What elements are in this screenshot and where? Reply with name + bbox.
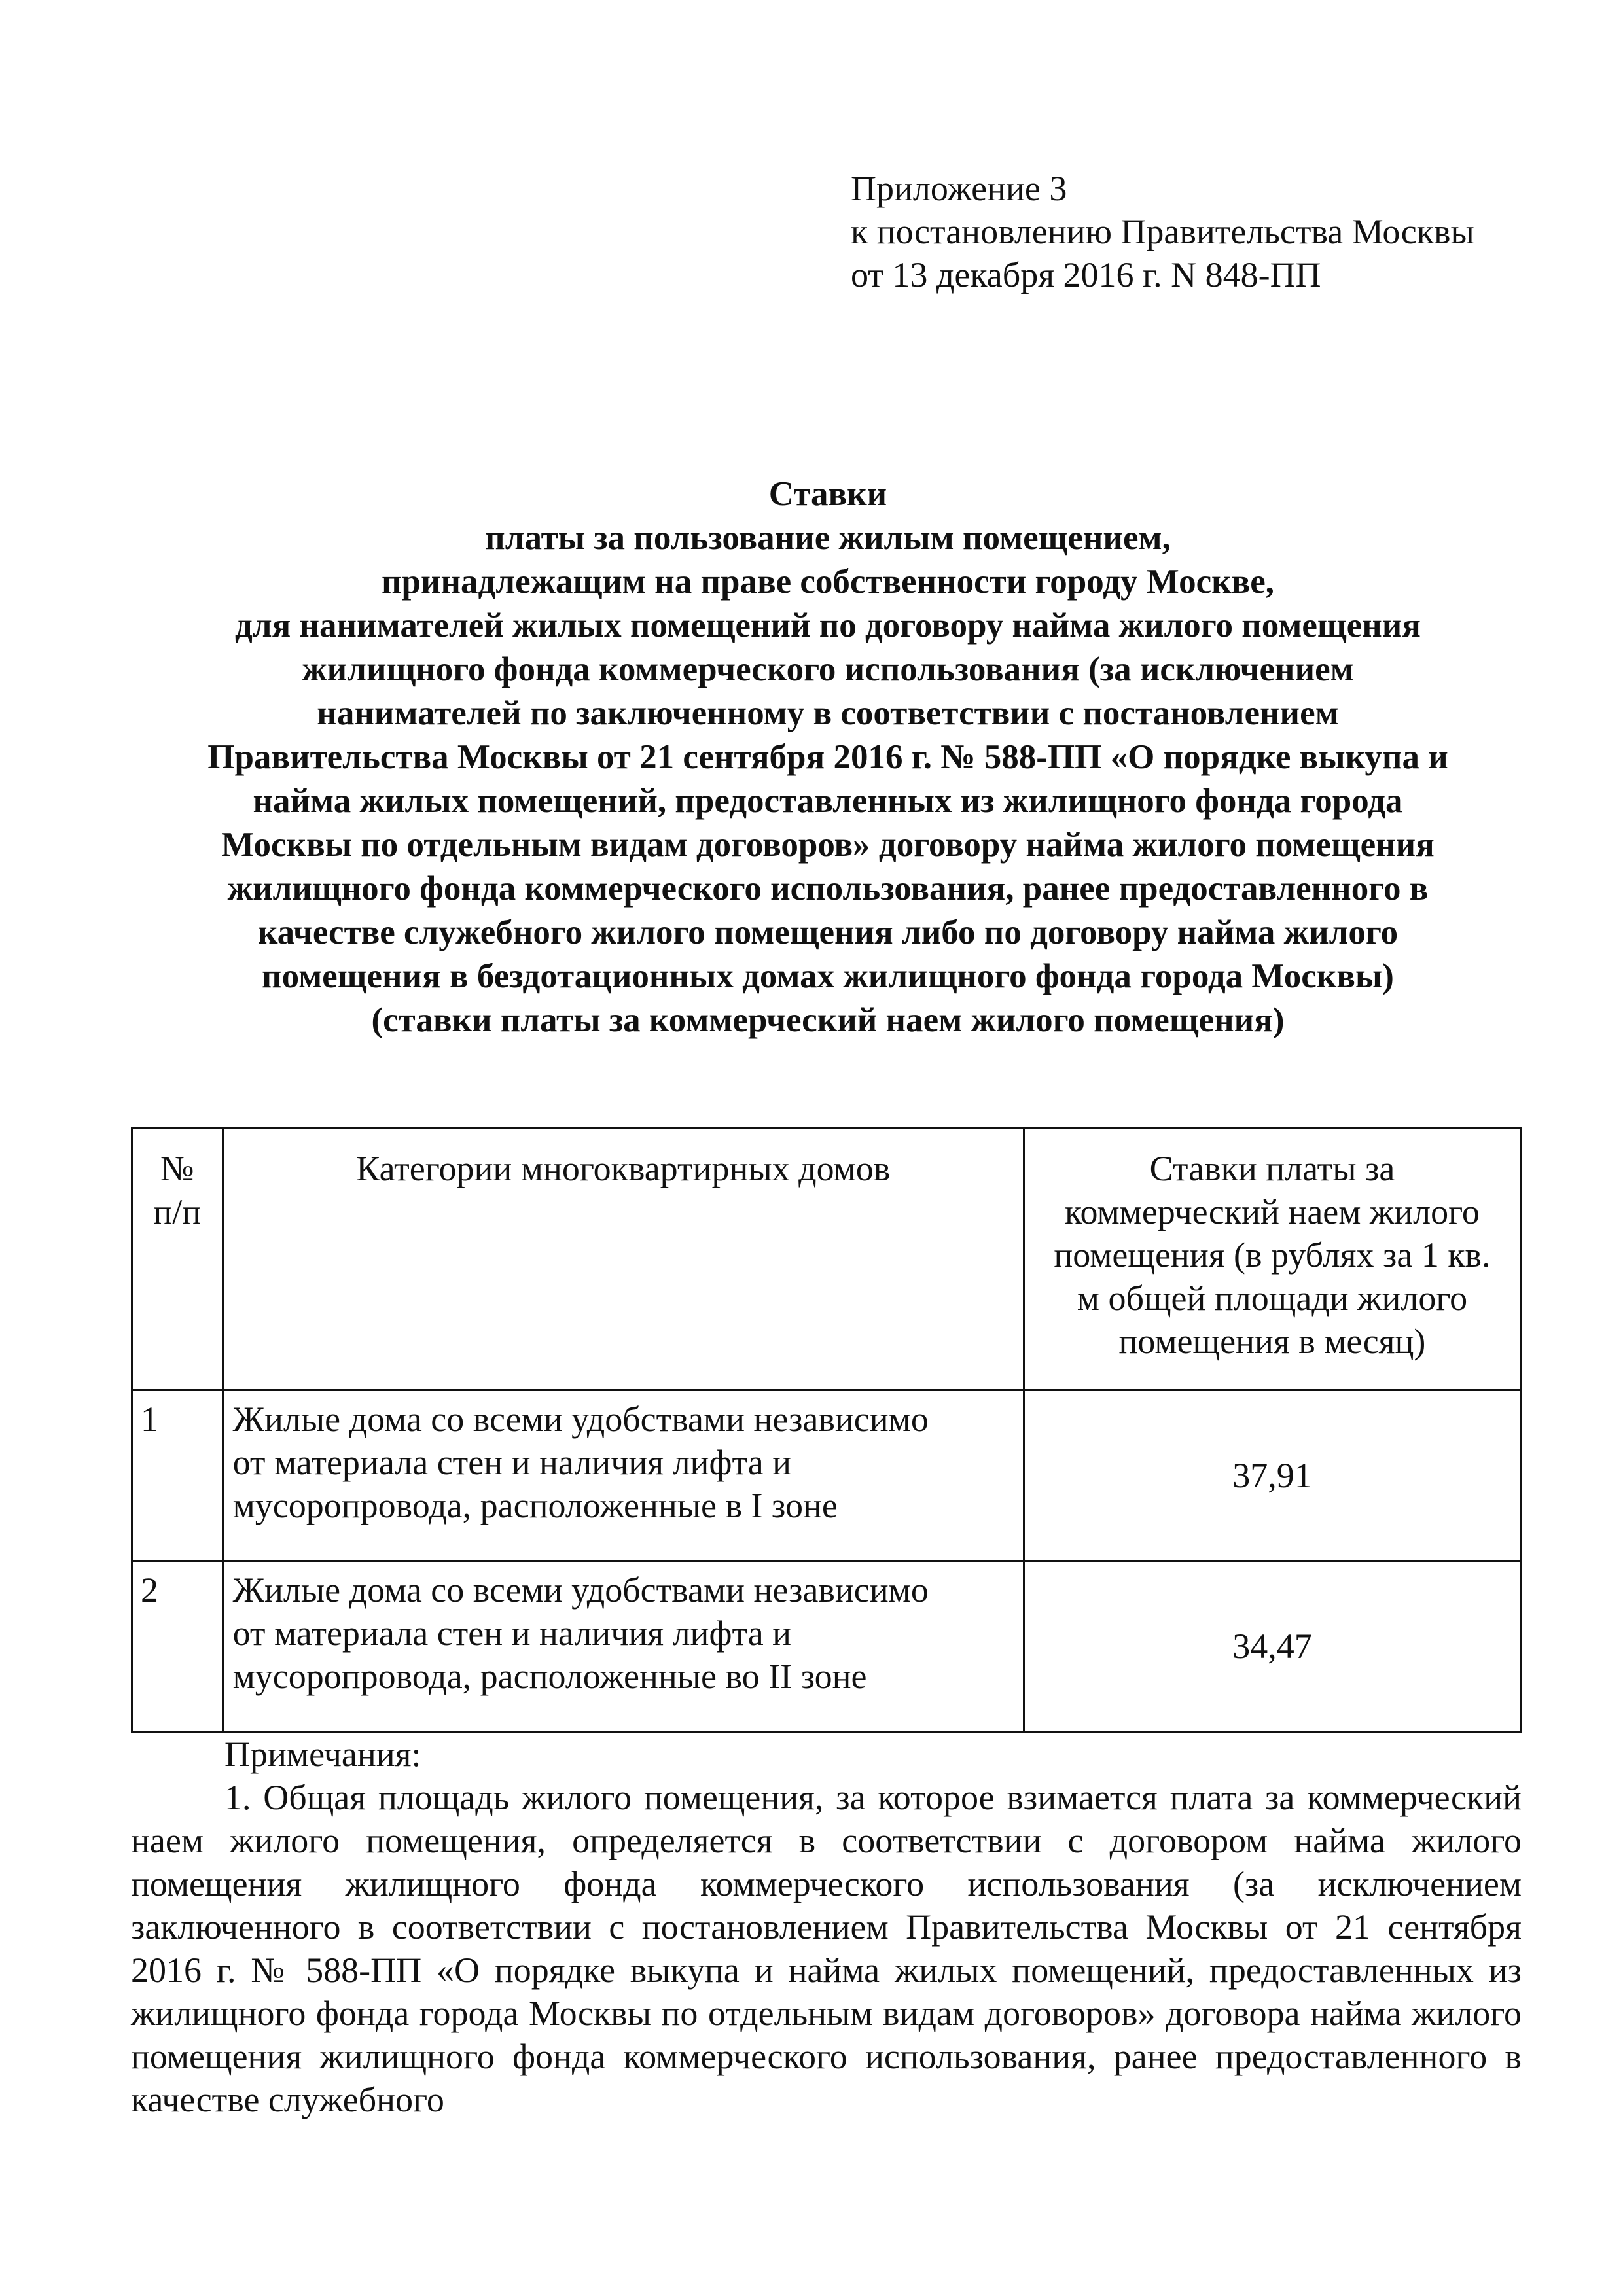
notes-section: [131, 1733, 1522, 2121]
title-line: помещения в бездотационных домах жилищного фонда города Москвы): [262, 957, 1394, 995]
row-rate: 34,47: [1024, 1561, 1520, 1732]
table-row: [132, 1561, 1521, 1732]
table-header-row: [132, 1128, 1521, 1390]
title-line: платы за пользование жилым помещением,: [485, 519, 1171, 557]
rates-table: [131, 1127, 1522, 1733]
title-line: найма жилых помещений, предоставленных из жилищного фонда города: [253, 782, 1403, 820]
appendix-decree-date: от 13 декабря 2016 г. N 848-ПП: [851, 255, 1321, 294]
title-line: нанимателей по заключенному в соответствии с постановлением: [317, 694, 1339, 732]
row-number: 2: [132, 1561, 223, 1732]
title-line: Ставки: [768, 475, 887, 513]
row-category: Жилые дома со всеми удобствами независимо от материала стен и наличия лифта и мусоропровода, расположенные в I зоне: [223, 1390, 1024, 1561]
notes-title: Примечания:: [224, 1735, 421, 1774]
document-title: [131, 472, 1525, 1042]
header-cell-category: Категории многоквартирных домов: [223, 1128, 1024, 1390]
appendix-header: [851, 167, 1474, 296]
title-line: принадлежащим на праве собственности городу Москве,: [381, 563, 1275, 601]
title-line: (ставки платы за коммерческий наем жилого помещения): [371, 1001, 1285, 1039]
appendix-decree-ref: к постановлению Правительства Москвы: [851, 212, 1474, 251]
header-cell-rate: Ставки платы за коммерческий наем жилого помещения (в рублях за 1 кв. м общей площади жилого помещения в месяц): [1024, 1128, 1520, 1390]
title-line: качестве служебного жилого помещения либо по договору найма жилого: [257, 913, 1399, 951]
row-number: 1: [132, 1390, 223, 1561]
appendix-number: Приложение 3: [851, 169, 1067, 208]
title-line: жилищного фонда коммерческого использования (за исключением: [302, 650, 1354, 688]
title-line: Правительства Москвы от 21 сентября 2016 г. № 588-ПП «О порядке выкупа и: [207, 738, 1448, 776]
table-row: [132, 1390, 1521, 1561]
row-category: Жилые дома со всеми удобствами независимо от материала стен и наличия лифта и мусоропровода, расположенные во II зоне: [223, 1561, 1024, 1732]
row-rate: 37,91: [1024, 1390, 1520, 1561]
note-item-1: 1. Общая площадь жилого помещения, за которое взимается плата за коммерческий наем жилого помещения, определяется в соответствии с договором найма жилого помещения жилищного фонда коммерческого использования (за исключением заключенного в соответствии с постановлением Правительства Москвы от 21 сентября 2016 г. № 588-ПП «О порядке выкупа и найма жилых помещений, предоставленных из жилищного фонда города Москвы по отдельным видам договоров» договора найма жилого помещения жилищного фонда коммерческого использования, ранее предоставленного в качестве служебного: [131, 1778, 1522, 2119]
title-line: жилищного фонда коммерческого использования, ранее предоставленного в: [227, 870, 1429, 908]
title-line: Москвы по отдельным видам договоров» договору найма жилого помещения: [221, 826, 1435, 864]
header-cell-number: № п/п: [132, 1128, 223, 1390]
title-line: для нанимателей жилых помещений по договору найма жилого помещения: [235, 607, 1421, 645]
